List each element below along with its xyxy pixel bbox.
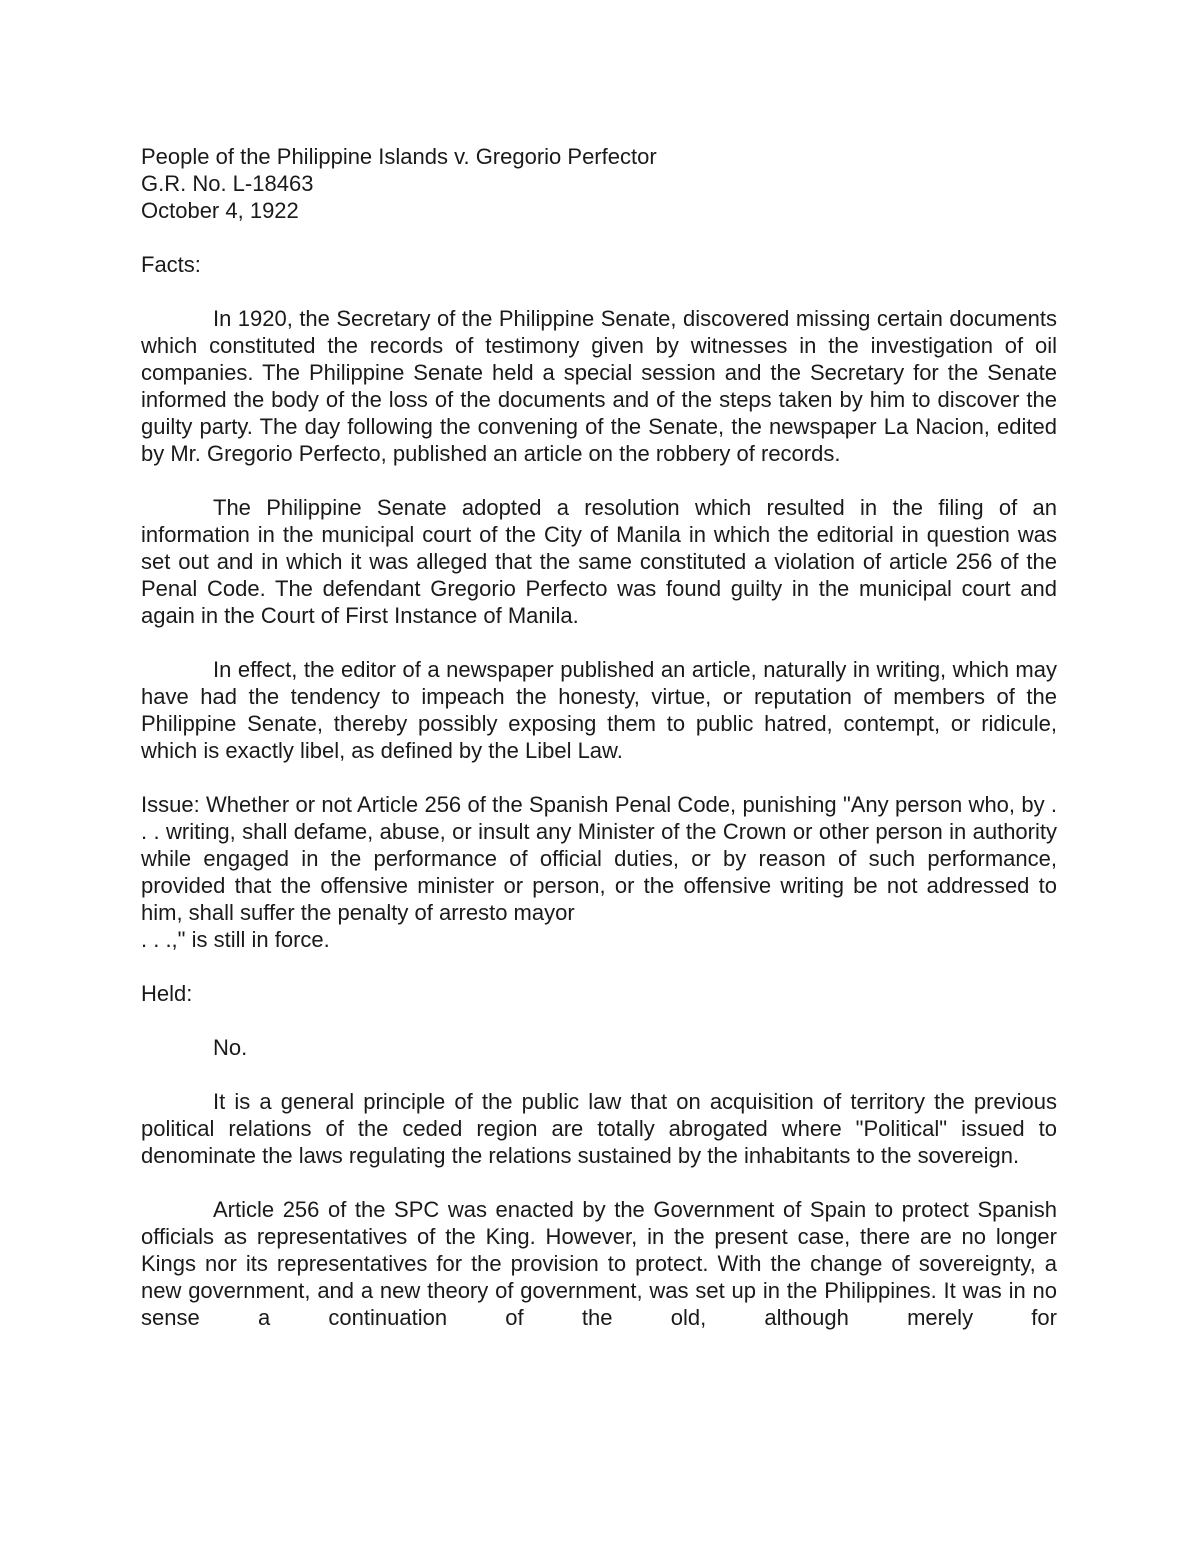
document-body <box>141 143 1057 1358</box>
case-header <box>141 143 1057 224</box>
facts-paragraph-1: In 1920, the Secretary of the Philippine Senate, discovered missing certain documents which constituted the records of testimony given by witnesses in the investigation of oil companies. The Philippine Senate held a special session and the Secretary for the Senate informed the body of the loss of the documents and of the steps taken by him to discover the guilty party. The day following the convening of the Senate, the newspaper La Nacion, edited by Mr. Gregorio Perfecto, published an article on the robbery of records. <box>141 306 1057 466</box>
gr-number: G.R. No. L-18463 <box>141 171 314 196</box>
issue-section <box>141 791 1057 953</box>
decision-date: October 4, 1922 <box>141 198 299 223</box>
held-paragraph-2: Article 256 of the SPC was enacted by the Government of Spain to protect Spanish officials as representatives of the King. However, in the present case, there are no longer Kings nor its representatives for the provision to protect. With the change of sovereignty, a new government, and a new theory of government, was set up in the Philippines. It was in no sense a continuation of the old, although merely for <box>141 1197 1057 1330</box>
case-title: People of the Philippine Islands v. Gregorio Perfector <box>141 144 657 169</box>
facts-paragraph-2: The Philippine Senate adopted a resolution which resulted in the filing of an information in the municipal court of the City of Manila in which the editorial in question was set out and in which it was alleged that the same constituted a violation of article 256 of the Penal Code. The defendant Gregorio Perfecto was found guilty in the municipal court and again in the Court of First Instance of Manila. <box>141 495 1057 628</box>
held-paragraph-1: It is a general principle of the public law that on acquisition of territory the previous political relations of the ceded region are totally abrogated where "Political" issued to denominate the laws regulating the relations sustained by the inhabitants to the sovereign. <box>141 1089 1057 1168</box>
facts-paragraph-3: In effect, the editor of a newspaper published an article, naturally in writing, which may have had the tendency to impeach the honesty, virtue, or reputation of members of the Philippine Senate, thereby possibly exposing them to public hatred, contempt, or ridicule, which is exactly libel, as defined by the Libel Law. <box>141 657 1057 763</box>
facts-heading: Facts: <box>141 252 201 277</box>
issue-text: Issue: Whether or not Article 256 of the Spanish Penal Code, punishing "Any person who, by . . . writing, shall defame, abuse, or insult any Minister of the Crown or other person in authority while engaged in the performance of official duties, or by reason of such performance, provided that the offensive minister or person, or the offensive writing be not addressed to him, shall suffer the penalty of arresto mayor <box>141 792 1057 925</box>
held-heading: Held: <box>141 981 193 1006</box>
held-answer: No. <box>213 1035 248 1060</box>
issue-last-line: . . .," is still in force. <box>141 927 330 952</box>
